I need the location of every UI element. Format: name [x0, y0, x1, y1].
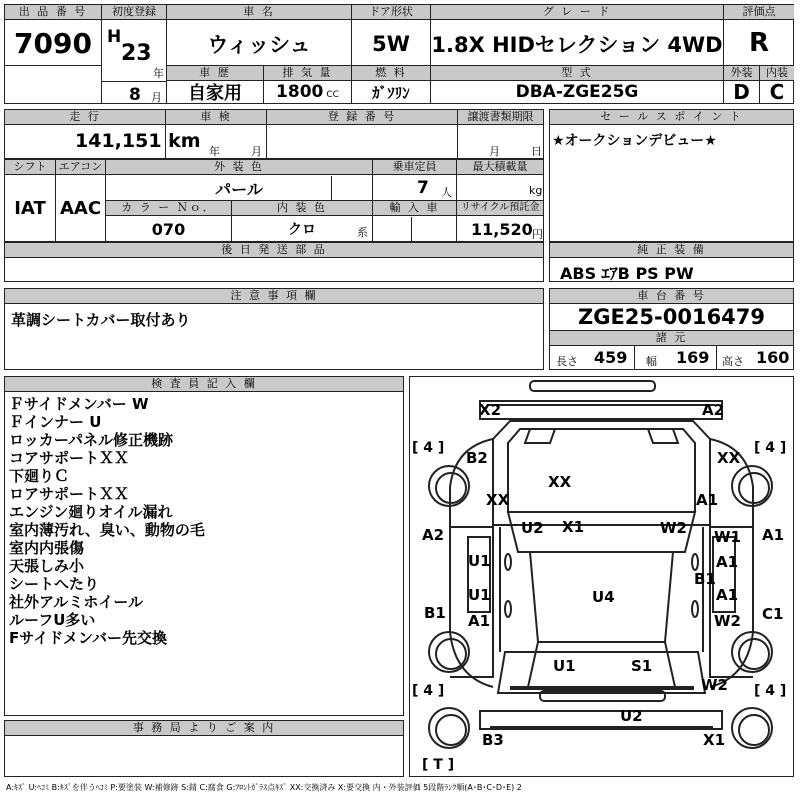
- mark-s1-rear: S1: [631, 657, 653, 675]
- color-no-label: カ ラ ー Ｎｏ．: [106, 201, 231, 216]
- displacement-label: 排 気 量: [264, 66, 351, 81]
- mileage-label: 走 行: [5, 110, 165, 125]
- mark-x1-tail: X1: [703, 731, 726, 749]
- tire-fl: [428, 465, 470, 507]
- reg-year: 23: [121, 41, 152, 66]
- era: H: [107, 27, 122, 47]
- recycle-label: リサイクル預託金: [457, 201, 543, 216]
- car-name-label: 車 名: [167, 5, 351, 20]
- recycle-fee: 11,520: [471, 220, 533, 239]
- tire-fr-depth: [ 4 ]: [754, 440, 787, 456]
- mark-b1-right: B1: [694, 570, 716, 588]
- tire-rl-depth: [ 4 ]: [412, 683, 445, 699]
- lot-label: 出 品 番 号: [5, 5, 101, 20]
- reg-month: 8: [129, 85, 141, 105]
- model-label: 型 式: [431, 66, 723, 81]
- mileage-unit: km: [168, 130, 201, 152]
- mark-w1-right: W1: [714, 528, 741, 546]
- capacity-unit: 人: [441, 186, 452, 199]
- mark-a1-left-rear: A1: [468, 612, 491, 630]
- car-name: ウィッシュ: [207, 33, 311, 57]
- mark-b3: B3: [482, 731, 504, 749]
- chassis-label: 車 台 番 号: [550, 289, 793, 304]
- score-label: 評価点: [724, 5, 794, 20]
- mark-a1-right-door: A1: [716, 553, 739, 571]
- color-label: 外 装 色: [106, 160, 372, 175]
- mark-c1-right: C1: [762, 605, 784, 623]
- office-block: [4, 720, 404, 777]
- notes-block: [4, 288, 544, 370]
- interior-label: 内装: [760, 66, 794, 81]
- inspector-lines: [9, 395, 205, 647]
- exterior-color: パール: [215, 179, 263, 199]
- model: DBA-ZGE25G: [515, 82, 639, 102]
- mark-u4-roof: U4: [592, 588, 615, 606]
- inspector-line: ロッカーパネル修正機跡: [9, 431, 173, 449]
- load-unit: kg: [529, 184, 543, 197]
- inspector-line: ルーフU多い: [9, 611, 96, 629]
- inspector-line: 室内薄汚れ、臭い、動物の毛: [9, 521, 205, 539]
- tire-spare: [ T ]: [422, 757, 455, 773]
- transfer-label: 譲渡書類期限: [458, 110, 543, 125]
- dims-label: 諸 元: [550, 330, 793, 346]
- mark-a1-right-rear: A1: [716, 586, 739, 604]
- inspector-line: Ｆサイドメンバー W: [9, 395, 149, 413]
- mark-w2-right-rear: W2: [714, 612, 741, 630]
- inspector-line: 室内内張傷: [9, 539, 85, 557]
- fuel: ｶﾞｿﾘﾝ: [372, 83, 410, 102]
- notes-text: 革調シートカバー取付あり: [11, 311, 191, 329]
- parts-block: [4, 242, 544, 282]
- reg-month-unit: 月: [151, 91, 162, 104]
- displacement-unit: CC: [326, 90, 339, 100]
- mark-u2-pillar: U2: [521, 519, 544, 537]
- mark-xx-fr: XX: [717, 449, 741, 467]
- height: 160: [756, 348, 790, 367]
- door-label: ドア形状: [352, 5, 430, 20]
- history-label: 車 歴: [167, 66, 263, 81]
- chassis-block: [549, 288, 794, 370]
- mileage: 141,151 km: [75, 130, 201, 152]
- mileage-block: [4, 109, 544, 159]
- mark-xx-fl: XX: [486, 491, 510, 509]
- mark-u1-rear-door: U1: [468, 586, 491, 604]
- displacement: 1800 CC: [276, 82, 339, 102]
- tire-spare-l: [428, 707, 470, 749]
- capacity: 7: [417, 178, 429, 198]
- office-label: 事 務 局 よ り ご 案 内: [5, 721, 403, 736]
- shift-label: シフト: [5, 160, 55, 175]
- tire-rr-depth: [ 4 ]: [754, 683, 787, 699]
- mark-x2: X2: [479, 401, 502, 419]
- tire-fl-depth: [ 4 ]: [412, 440, 445, 456]
- inspector-line: Fサイドメンバー先交換: [9, 629, 167, 647]
- fuel-label: 燃 料: [352, 66, 430, 81]
- sales-point: ★オークションデビュー★: [552, 133, 717, 149]
- mark-w2-tail: W2: [701, 676, 728, 694]
- mark-u1-front-door: U1: [468, 552, 491, 570]
- chassis-number: ZGE25-0016479: [577, 305, 766, 329]
- shift: IAT: [14, 197, 46, 219]
- mark-w2-pillar: W2: [660, 519, 687, 537]
- inspector-block: [4, 376, 404, 716]
- notes-label: 注 意 事 項 欄: [5, 289, 543, 304]
- mark-u1-rear: U1: [553, 657, 576, 675]
- inspector-line: 社外アルミホイール: [9, 593, 144, 611]
- tire-rr: [731, 631, 773, 673]
- header-block: [4, 4, 794, 104]
- color-number: 070: [151, 219, 186, 239]
- inspection-month-unit: 月: [251, 145, 262, 158]
- inspection-label: 車 検: [166, 110, 266, 125]
- sales-point-label: セ ー ル ス ポ イ ン ト: [550, 110, 793, 125]
- width-label: 幅: [646, 355, 657, 368]
- load-label: 最大積載量: [457, 160, 543, 175]
- ac: AAC: [59, 197, 102, 219]
- mark-a1-right: A1: [762, 526, 785, 544]
- mark-a2-front: A2: [702, 401, 725, 419]
- inspector-line: 天張しみ小: [9, 557, 85, 575]
- sales-point-block: [549, 109, 794, 242]
- mark-xx-hood: XX: [548, 473, 572, 491]
- mark-a1-fr: A1: [696, 491, 719, 509]
- equipment-items: ABS ｴｱB PS PW: [560, 264, 694, 283]
- reg-year-unit: 年: [153, 67, 164, 80]
- inspector-label: 検 査 員 記 入 欄: [5, 377, 403, 392]
- interior-color-unit: 系: [357, 226, 368, 239]
- equipment-block: [549, 242, 794, 282]
- exterior-grade: D: [733, 80, 750, 104]
- tire-rl: [428, 631, 470, 673]
- mark-x1-windshield: X1: [562, 518, 585, 536]
- recycle-unit: 円: [532, 228, 543, 241]
- score: R: [748, 28, 770, 58]
- grade: 1.8X HIDセレクション 4WD: [431, 33, 723, 57]
- inspector-line: Ｆインナー U: [9, 413, 102, 431]
- door-type: 5W: [372, 32, 410, 56]
- legend: A:ｷｽﾞ U:ﾍｺﾐ B:ｷｽﾞを伴うﾍｺﾐ P:要塗装 W:補修跡 S:錆 C:腐食 G:ﾌﾛﾝﾄｶﾞﾗｽ点ｷｽﾞ XX:交換済み X:要交換 内・外装評価 5段階ﾗﾝｸ順(A･B･C･D･E) 2: [6, 783, 522, 792]
- mark-b1-left: B1: [424, 604, 446, 622]
- import-label: 輸 入 車: [373, 201, 456, 216]
- inspector-line: 下廻りＣ: [9, 467, 70, 485]
- interior-color-label: 内 装 色: [232, 201, 372, 216]
- length: 459: [594, 348, 628, 367]
- mark-a2-left: A2: [422, 526, 445, 544]
- inspection-year-unit: 年: [209, 145, 220, 158]
- transfer-month-unit: 月: [489, 145, 500, 158]
- interior-grade: C: [769, 80, 785, 104]
- width: 169: [676, 348, 710, 367]
- reg-no-label: 登 録 番 号: [267, 110, 457, 125]
- capacity-label: 乗車定員: [373, 160, 456, 175]
- tire-fr: [731, 465, 773, 507]
- inspector-line: シートへたり: [9, 575, 100, 593]
- inspector-line: エンジン廻りオイル漏れ: [9, 503, 173, 521]
- mark-b2: B2: [466, 449, 488, 467]
- height-label: 高さ: [722, 355, 744, 368]
- equipment-label: 純 正 装 備: [550, 243, 793, 258]
- transfer-day-unit: 日: [531, 145, 542, 158]
- parts-label: 後 日 発 送 部 品: [5, 243, 543, 258]
- first-reg-label: 初度登録: [102, 5, 166, 20]
- tire-spare-r: [731, 707, 773, 749]
- inspector-line: コアサポートＸＸ: [9, 449, 130, 467]
- grade-label: グ レ ー ド: [431, 5, 723, 20]
- ac-label: エアコン: [56, 160, 105, 175]
- exterior-label: 外装: [724, 66, 759, 81]
- history: 自家用: [188, 83, 242, 104]
- inspector-line: ロアサポートＸＸ: [9, 485, 130, 503]
- interior-color: クロ: [288, 222, 316, 238]
- damage-diagram: [409, 376, 794, 777]
- lot-number: 7090: [14, 26, 92, 60]
- mark-u2-tail: U2: [620, 707, 643, 725]
- spec-block: [4, 159, 544, 242]
- length-label: 長さ: [556, 355, 578, 368]
